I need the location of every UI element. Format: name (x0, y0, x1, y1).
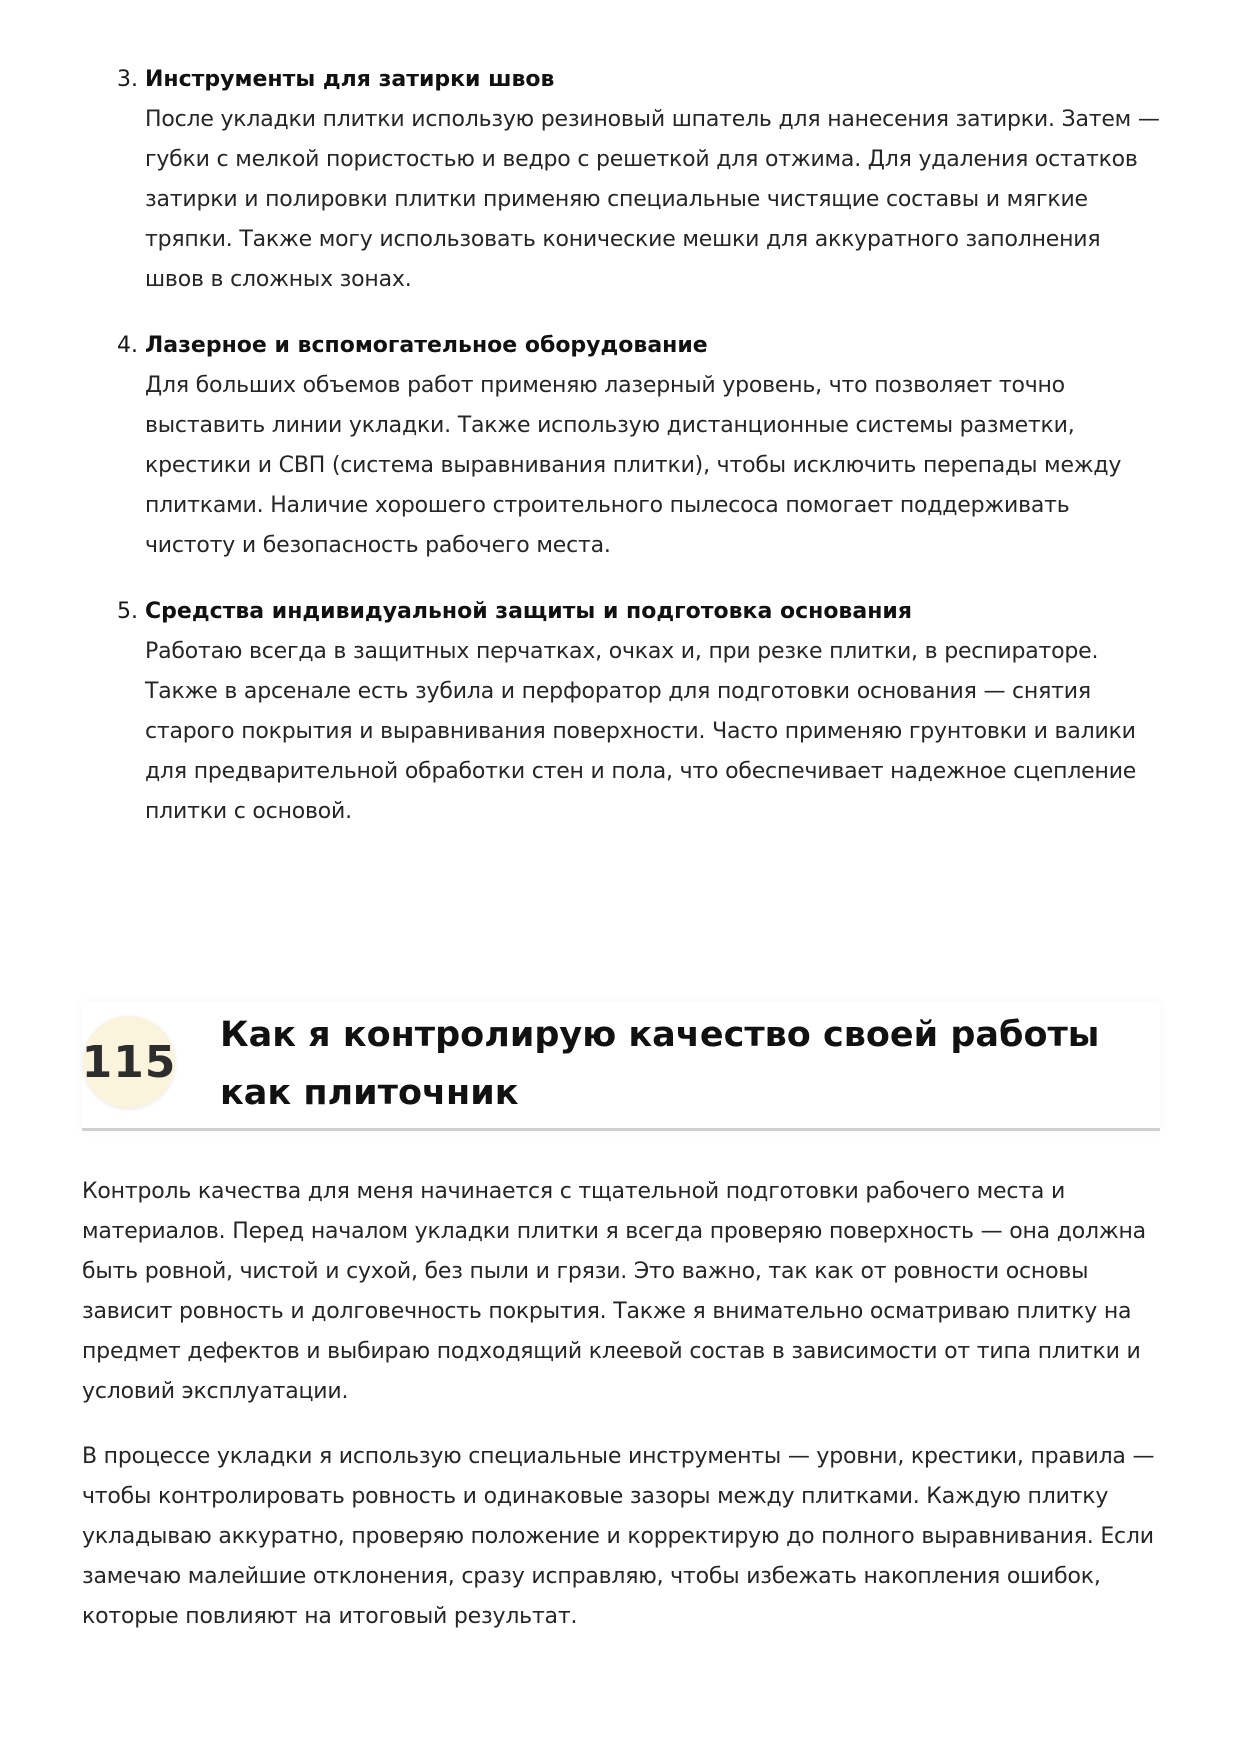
list-item (117, 326, 1162, 566)
body-paragraph: Контроль качества для меня начинается с тщательной подготовки рабочего места и материалов. Перед началом укладки плитки я всегда проверяю поверхность — она должна быть ровной, чистой и сухой, без пыли и грязи. Это важно, так как от ровности основы зависит ровность и долговечность покрытия. Также я внимательно осматриваю плитку на предмет дефектов и выбираю подходящий клеевой состав в зависимости от типа плитки и условий эксплуатации. (82, 1179, 1146, 1404)
section-title: Как я контролирую качество своей работы как плиточник (220, 1015, 1100, 1113)
list-item-number: 4. (117, 333, 138, 358)
list-item-number: 5. (117, 599, 138, 624)
list-item (117, 592, 1162, 832)
section-header (82, 1002, 1160, 1131)
list-item-title: Средства индивидуальной защиты и подготовка основания (145, 599, 912, 624)
body-paragraph: В процессе укладки я использую специальные инструменты — уровни, крестики, правила — чтобы контролировать ровность и одинаковые зазоры между плитками. Каждую плитку укладываю аккуратно, проверяю положение и корректирую до полного выравнивания. Если замечаю малейшие отклонения, сразу исправляю, чтобы избежать накопления ошибок, которые повлияют на итоговый результат. (82, 1444, 1155, 1629)
list-item-number: 3. (117, 67, 138, 92)
list-item-title: Инструменты для затирки швов (145, 67, 555, 92)
list-item-text: Для больших объемов работ применяю лазерный уровень, что позволяет точно выставить линии укладки. Также использую дистанционные системы разметки, крестики и СВП (система выравнивания плитки), чтобы исключить перепады между плитками. Наличие хорошего строительного пылесоса помогает поддерживать чистоту и безопасность рабочего места. (145, 373, 1122, 558)
list-item (117, 60, 1162, 300)
numbered-list (117, 60, 1162, 858)
list-item-text: Работаю всегда в защитных перчатках, очках и, при резке плитки, в респираторе. Также в арсенале есть зубила и перфоратор для подготовки основания — снятия старого покрытия и выравнивания поверхности. Часто применяю грунтовки и валики для предварительной обработки стен и пола, что обеспечивает надежное сцепление плитки с основой. (145, 639, 1137, 824)
section-number-badge: 115 (83, 1016, 175, 1108)
list-item-title: Лазерное и вспомогательное оборудование (145, 333, 708, 358)
list-item-text: После укладки плитки использую резиновый шпатель для нанесения затирки. Затем — губки с мелкой пористостью и ведро с решеткой для отжима. Для удаления остатков затирки и полировки плитки применяю специальные чистящие составы и мягкие тряпки. Также могу использовать конические мешки для аккуратного заполнения швов в сложных зонах. (145, 107, 1160, 292)
